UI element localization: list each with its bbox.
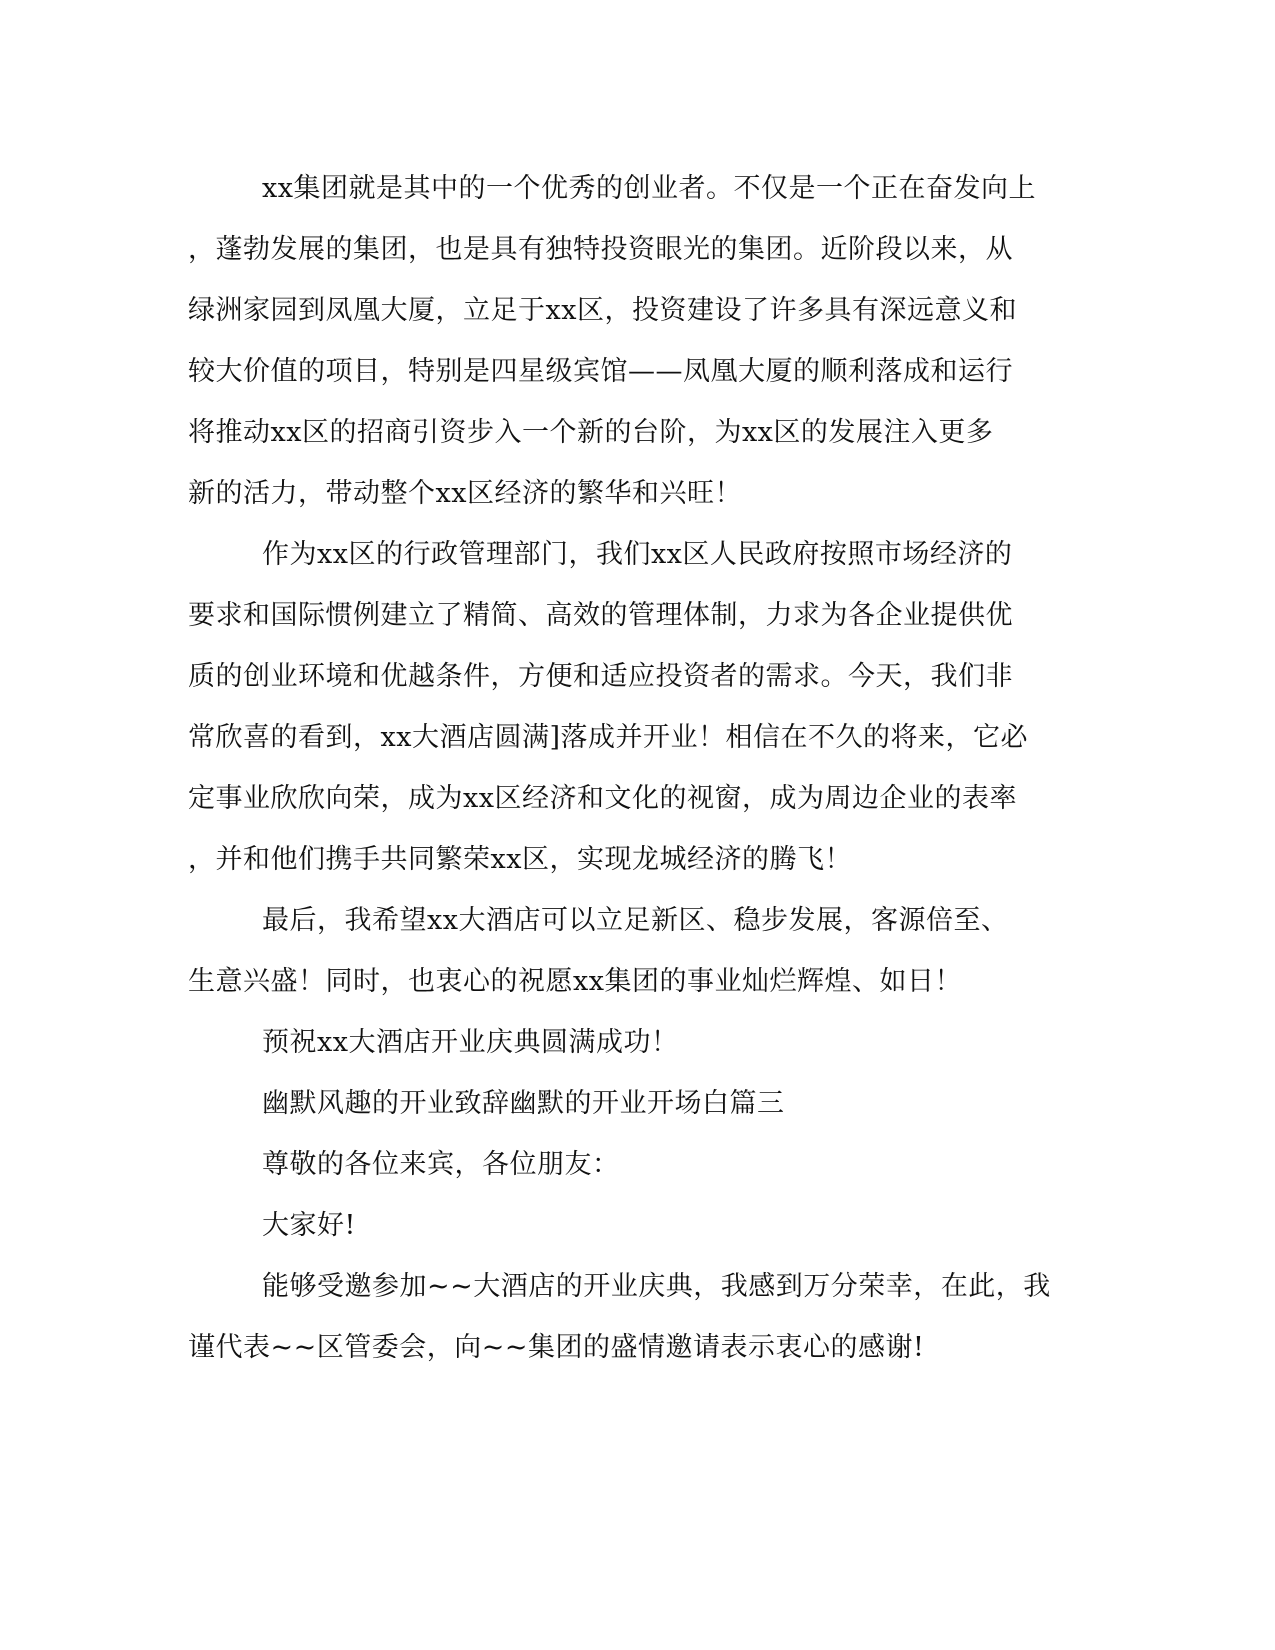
paragraph-line: ，蓬勃发展的集团，也是具有独特投资眼光的集团。近阶段以来，从 bbox=[188, 234, 1013, 265]
paragraph-line: ，并和他们携手共同繁荣xx区，实现龙城经济的腾飞！ bbox=[188, 844, 852, 875]
paragraph-line: xx集团就是其中的一个优秀的创业者。不仅是一个正在奋发向上 bbox=[262, 173, 1036, 204]
paragraph-line: 较大价值的项目，特别是四星级宾馆——凤凰大厦的顺利落成和运行 bbox=[188, 356, 1013, 387]
paragraph-line: 质的创业环境和优越条件，方便和适应投资者的需求。今天，我们非 bbox=[188, 661, 1013, 692]
salutation: 尊敬的各位来宾，各位朋友： bbox=[262, 1149, 620, 1180]
paragraph-line: 定事业欣欣向荣，成为xx区经济和文化的视窗，成为周边企业的表率 bbox=[188, 783, 1017, 814]
paragraph-line: 生意兴盛！同时，也衷心的祝愿xx集团的事业灿烂辉煌、如日！ bbox=[188, 966, 962, 997]
paragraph-line: 将推动xx区的招商引资步入一个新的台阶，为xx区的发展注入更多 bbox=[188, 417, 994, 448]
section-heading: 幽默风趣的开业致辞幽默的开业开场白篇三 bbox=[262, 1088, 785, 1119]
paragraph-line: 作为xx区的行政管理部门，我们xx区人民政府按照市场经济的 bbox=[262, 539, 1013, 570]
paragraph-line: 要求和国际惯例建立了精简、高效的管理体制，力求为各企业提供优 bbox=[188, 600, 1013, 631]
paragraph-line: 新的活力，带动整个xx区经济的繁华和兴旺！ bbox=[188, 478, 742, 509]
paragraph-line: 预祝xx大酒店开业庆典圆满成功！ bbox=[262, 1027, 679, 1058]
paragraph-line: 谨代表~~区管委会，向~~集团的盛情邀请表示衷心的感谢! bbox=[188, 1332, 925, 1363]
paragraph-line: 最后，我希望xx大酒店可以立足新区、稳步发展，客源倍至、 bbox=[262, 905, 1009, 936]
body-text bbox=[188, 158, 1068, 1378]
paragraph-line: 绿洲家园到凤凰大厦，立足于xx区，投资建设了许多具有深远意义和 bbox=[188, 295, 1017, 326]
paragraph-line: 常欣喜的看到，xx大酒店圆满]落成并开业！相信在不久的将来，它必 bbox=[188, 722, 1028, 753]
paragraph-line: 能够受邀参加~~大酒店的开业庆典，我感到万分荣幸，在此，我 bbox=[262, 1271, 1051, 1302]
greeting: 大家好! bbox=[262, 1210, 356, 1241]
